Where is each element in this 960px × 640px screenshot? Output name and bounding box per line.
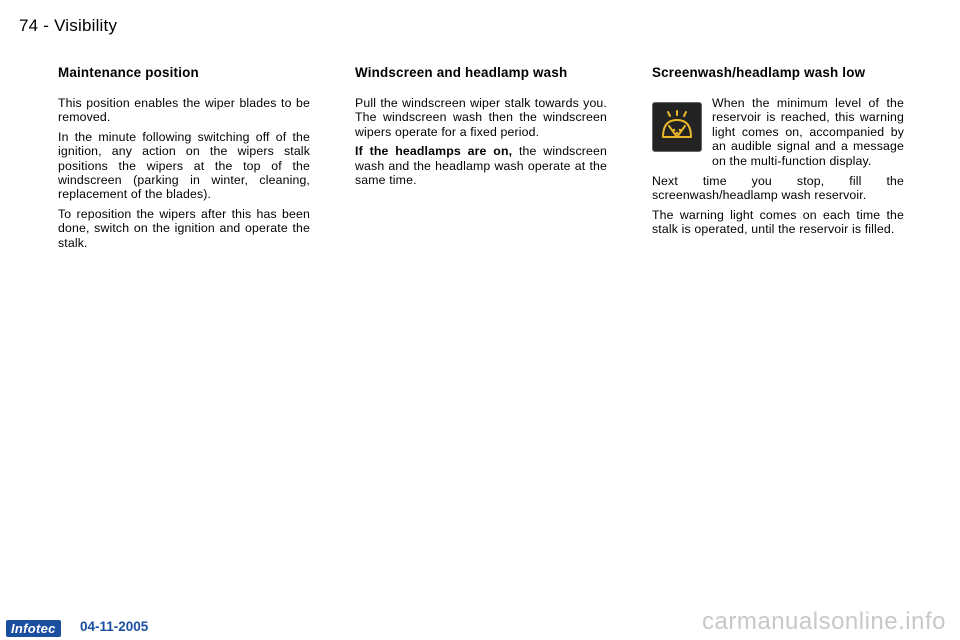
maintenance-paragraph: To reposition the wipers after this has been done, switch on the ignition and operate the stalk. (58, 206, 310, 250)
washer-fluid-warning-icon (652, 102, 702, 152)
windscreen-wash-title: Windscreen and headlamp wash (355, 65, 568, 80)
wash-low-column (652, 64, 904, 242)
infotec-logo: Infotec (6, 620, 61, 637)
wash-low-title: Screenwash/headlamp wash low (652, 65, 866, 80)
wash-low-paragraph: The warning light comes on each time the stalk is operated, until the reservoir is filled. (652, 207, 904, 237)
windscreen-wash-column (355, 64, 607, 192)
headlamp-condition: If the headlamps are on, (355, 144, 513, 159)
windscreen-wash-headlamp-paragraph (355, 144, 607, 187)
headlamp-condition-rest: the windscreen wash and the headlamp wash operate at the same time. (355, 144, 607, 188)
wash-low-paragraph: Next time you stop, fill the screenwash/headlamp wash reservoir. (652, 174, 904, 203)
header-separator: - (43, 16, 50, 35)
watermark: carmanualsonline.info (702, 608, 946, 635)
page-number: 74 (19, 16, 39, 35)
windscreen-wash-paragraph: Pull the windscreen wiper stalk towards you. The windscreen wash then the windscreen wipers operate for a fixed period. (355, 96, 607, 139)
maintenance-column (58, 64, 310, 255)
footer-date: 04-11-2005 (80, 619, 149, 634)
page-header (19, 16, 117, 36)
warning-box (652, 96, 904, 168)
section-title: Visibility (54, 16, 118, 35)
maintenance-paragraph: This position enables the wiper blades to be removed. (58, 96, 310, 125)
warning-light-description: When the minimum level of the reservoir is reached, this warning light comes on, accompanied by an audible signal and a message on the multi-function display. (712, 96, 904, 168)
maintenance-paragraph: In the minute following switching off of the ignition, any action on the wipers stalk positions the wipers at the top of the windscreen (parking in winter, cleaning, replacement of the blades). (58, 129, 310, 202)
washer-fluid-warning-svg (658, 110, 696, 144)
maintenance-title: Maintenance position (58, 65, 199, 80)
